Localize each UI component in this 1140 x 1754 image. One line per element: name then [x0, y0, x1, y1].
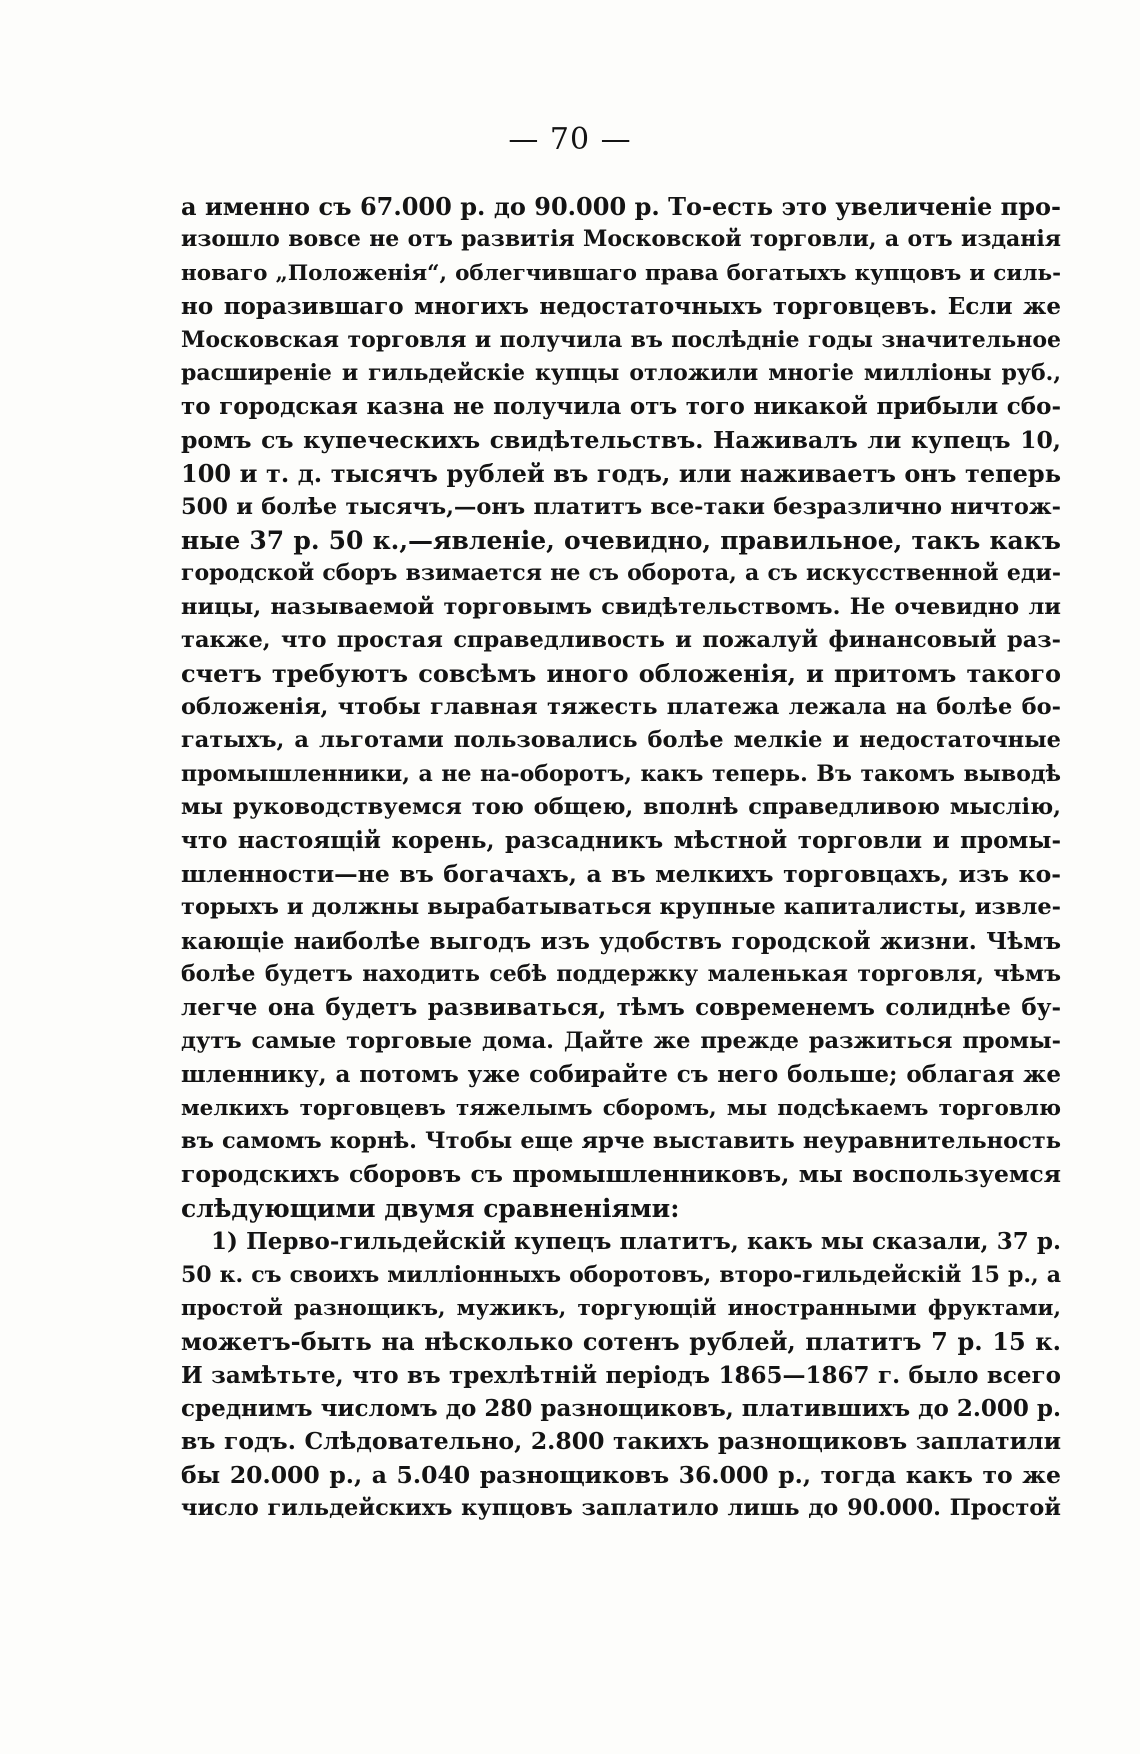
text-line: расширеніе и гильдейскіе купцы отложили многіе милліоны руб., [181, 359, 1061, 386]
text-line: но поразившаго многихъ недостаточныхъ торговцевъ. Если же [181, 293, 1061, 321]
text-line: дутъ самые торговые дома. Дайте же прежде разжиться промы- [181, 1027, 1061, 1054]
text-line: 100 и т. д. тысячъ рублей въ годъ, или наживаетъ онъ теперь [181, 459, 1061, 489]
text-line: то городская казна не получила отъ того никакой прибыли сбо- [181, 393, 1061, 421]
text-line: обложенія, чтобы главная тяжесть платежа лежала на болѣе бо- [181, 693, 1061, 720]
text-line: И замѣтьте, что въ трехлѣтній періодъ 1865—1867 г. было всего [181, 1361, 1061, 1389]
text-line: 1) Перво-гильдейскій купецъ платитъ, какъ мы сказали, 37 р. [211, 1228, 1061, 1256]
text-line: мелкихъ торговцевъ тяжелымъ сборомъ, мы подсѣкаемъ торговлю [181, 1095, 1061, 1121]
text-line: гатыхъ, а льготами пользовались болѣе мелкіе и недостаточные [181, 727, 1061, 754]
text-line: ные 37 р. 50 к.,—явленіе, очевидно, правильное, такъ какъ [181, 525, 1061, 555]
text-line: Московская торговля и получила въ послѣдніе годы значительное [181, 326, 1061, 353]
text-line: шленнику, а потомъ уже собирайте съ него больше; облагая же [181, 1061, 1061, 1089]
text-line: также, что простая справедливость и пожалуй финансовый раз- [181, 627, 1061, 654]
text-line: мы руководствуемся тою общею, вполнѣ справедливою мыслію, [181, 794, 1061, 821]
paragraph-1 [181, 190, 1061, 1225]
paragraph-2-numbered-item [181, 1225, 1061, 1526]
text-line: слѣдующими двумя сравненіями: [181, 1193, 680, 1223]
text-line: въ самомъ корнѣ. Чтобы еще ярче выставить неуравнительность [181, 1127, 1061, 1154]
text-line: городскихъ сборовъ съ промышленниковъ, мы воспользуемся [181, 1160, 1061, 1189]
text-line: легче она будетъ развиваться, тѣмъ современемъ солиднѣе бу- [181, 994, 1061, 1022]
text-line: болѣе будетъ находить себѣ поддержку маленькая торговля, чѣмъ [181, 960, 1061, 987]
text-line: число гильдейскихъ купцовъ заплатило лишь до 90.000. Простой [181, 1495, 1061, 1522]
text-line: торыхъ и должны вырабатываться крупные капиталисты, извле- [181, 894, 1061, 921]
body-text [181, 190, 1061, 1526]
text-line: промышленники, а не на-оборотъ, какъ теперь. Въ такомъ выводѣ [181, 760, 1061, 787]
text-line: а именно съ 67.000 р. до 90.000 р. То-есть это увеличеніе про- [181, 192, 1061, 221]
text-line: что настоящій корень, разсадникъ мѣстной торговли и промы- [181, 827, 1061, 855]
text-line: въ годъ. Слѣдовательно, 2.800 такихъ разнощиковъ заплатили [181, 1427, 1061, 1456]
text-line: счетъ требуютъ совсѣмъ иного обложенія, и притомъ такого [181, 659, 1061, 689]
text-line: можетъ-быть на нѣсколько сотенъ рублей, платитъ 7 р. 15 к. [181, 1327, 1061, 1357]
text-line: ромъ съ купеческихъ свидѣтельствъ. Наживалъ ли купецъ 10, [181, 425, 1061, 454]
text-line: городской сборъ взимается не съ оборота, а съ искусственной еди- [181, 560, 1061, 587]
text-line: кающіе наиболѣе выгодъ изъ удобствъ городской жизни. Чѣмъ [181, 927, 1061, 955]
text-line: изошло вовсе не отъ развитія Московской торговли, а отъ изданія [181, 226, 1061, 253]
text-line: 50 к. съ своихъ милліонныхъ оборотовъ, второ-гильдейскій 15 р., а [181, 1261, 1061, 1288]
text-line: 500 и болѣе тысячъ,—онъ платитъ все-таки безразлично ничтож- [181, 493, 1061, 520]
text-line: среднимъ числомъ до 280 разнощиковъ, платившихъ до 2.000 р. [181, 1395, 1061, 1423]
page-number: — 70 — [508, 122, 632, 157]
text-line: ницы, называемой торговымъ свидѣтельствомъ. Не очевидно ли [181, 593, 1061, 620]
text-line: шленности—не въ богачахъ, а въ мелкихъ торговцахъ, изъ ко- [181, 859, 1061, 888]
text-line: простой разнощикъ, мужикъ, торгующій иностранными фруктами, [181, 1295, 1061, 1321]
text-line: бы 20.000 р., а 5.040 разнощиковъ 36.000 р., тогда какъ то же [181, 1460, 1061, 1489]
text-line: новаго „Положенія“, облегчившаго права богатыхъ купцовъ и силь- [181, 260, 1061, 286]
